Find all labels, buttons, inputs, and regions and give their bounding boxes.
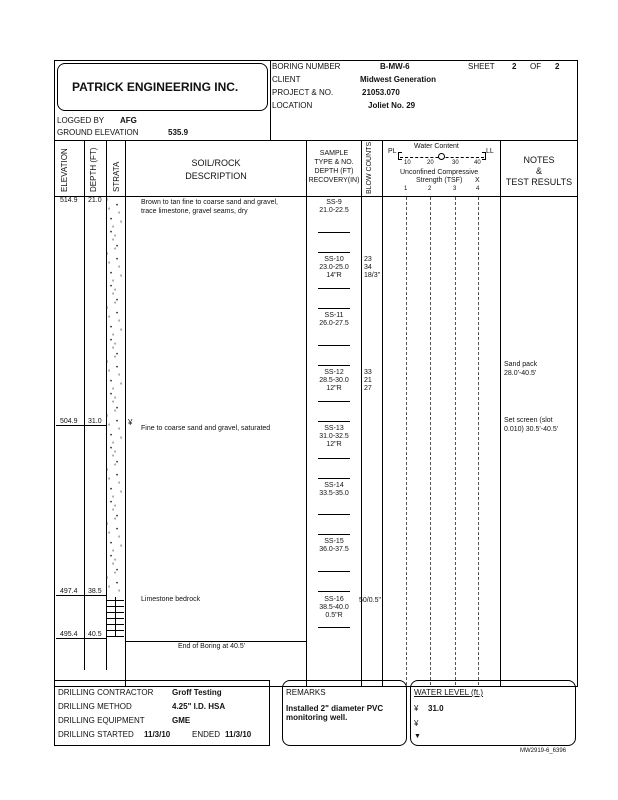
gravel-dot: • [110, 230, 113, 236]
gravel-dot: • [110, 487, 113, 493]
client-value: Midwest Generation [360, 75, 437, 84]
gravel-dot: ° [108, 316, 111, 322]
pl-bracket [398, 152, 402, 160]
gravel-dot: ° [118, 374, 121, 380]
note-screen-2: 0.010) 30.5'-40.5' [504, 426, 559, 433]
col-header-sample-1: SAMPLE [319, 150, 349, 157]
blow-count: 27 [364, 385, 372, 392]
gravel-dot: ° [114, 518, 117, 524]
gravel-dot: ° [120, 221, 123, 227]
gravel-dot: ° [114, 248, 117, 254]
gravel-dot: ° [114, 410, 117, 416]
sample-ss-11 [310, 312, 358, 328]
graph-gridline-2 [430, 197, 431, 685]
gravel-dot: ° [106, 523, 109, 529]
end-of-boring-line [125, 641, 306, 642]
gravel-dot: • [110, 433, 113, 439]
sample-depth: 38.5-40.0 [319, 604, 349, 611]
gravel-dot: • [110, 500, 113, 506]
boring-number: B-MW-6 [380, 62, 410, 71]
layer-boundary [56, 595, 106, 596]
gravel-dot: ° [112, 280, 115, 286]
elevation-value: 504.9 [60, 418, 78, 425]
gravel-dot: ° [120, 545, 123, 551]
ucs-label-2: Strength (TSF) [416, 177, 463, 184]
gravel-dot: • [116, 514, 119, 520]
contractor-label: DRILLING CONTRACTOR [58, 688, 154, 697]
gravel-dot: ° [120, 329, 123, 335]
gravel-dot: ° [106, 469, 109, 475]
water-level-icon: ¥ [128, 418, 133, 427]
header-divider [54, 60, 578, 61]
sample-id: SS-13 [324, 425, 344, 432]
blow-count: 23 [364, 256, 372, 263]
elevation-value: 495.4 [60, 631, 78, 638]
method-value: 4.25" I.D. HSA [172, 702, 226, 711]
project-label: PROJECT & NO. [272, 88, 334, 97]
col-sep-elev [84, 140, 85, 670]
sample-divider [318, 252, 350, 253]
gravel-dot: ° [106, 415, 109, 421]
ll-bracket [482, 152, 486, 160]
ground-elevation-label: GROUND ELEVATION [57, 128, 139, 137]
header-box-divider [270, 60, 271, 140]
remarks-line-1: Installed 2" diameter PVC [286, 704, 384, 713]
gravel-dot: ° [112, 455, 115, 461]
sheet-total: 2 [555, 62, 560, 71]
blow-counts-ss-12 [364, 369, 386, 393]
gravel-dot: • [116, 257, 119, 263]
sample-ss-10 [310, 256, 358, 280]
gravel-dot: • [116, 298, 119, 304]
sample-depth: 26.0-27.5 [319, 320, 349, 327]
gravel-dot: • [110, 554, 113, 560]
gravel-dot: ° [108, 208, 111, 214]
gravel-dot: ° [114, 572, 117, 578]
description-end-of-boring: End of Boring at 40.5' [178, 643, 246, 650]
note-sand-pack-2: 28.0'-40.5' [504, 370, 537, 377]
gravel-dot: ° [118, 320, 121, 326]
contractor-value: Groff Testing [172, 688, 222, 697]
gravel-dot: • [110, 217, 113, 223]
gravel-dot: ° [114, 451, 117, 457]
gravel-dot: • [116, 473, 119, 479]
gravel-dot: ° [112, 226, 115, 232]
gravel-dot: ° [112, 550, 115, 556]
gravel-dot: ° [108, 262, 111, 268]
col-sep-strata [125, 140, 126, 686]
gravel-dot: ° [112, 293, 115, 299]
ground-elevation-value: 535.9 [168, 128, 189, 137]
equipment-value: GME [172, 716, 191, 725]
ucs-tick-3: 3 [453, 186, 457, 192]
gravel-dot: ° [112, 239, 115, 245]
gravel-dot: • [110, 446, 113, 452]
wc-circle-icon [438, 153, 445, 160]
logged-by-value: AFG [120, 116, 137, 125]
remarks-line-2: monitoring well. [286, 713, 348, 722]
graph-gridline-4 [478, 197, 479, 685]
gravel-dot: • [116, 311, 119, 317]
gravel-dot: ° [108, 370, 111, 376]
frame-right [577, 60, 578, 686]
sample-divider [318, 288, 350, 289]
gravel-dot: • [116, 419, 119, 425]
sample-id: SS-15 [324, 538, 344, 545]
gravel-dot: ° [118, 428, 121, 434]
sample-depth: 33.5-35.0 [319, 490, 349, 497]
gravel-dot: ° [114, 397, 117, 403]
gravel-dot: ° [118, 482, 121, 488]
note-sand-pack-1: Sand pack [504, 361, 538, 368]
gravel-dot: ° [112, 401, 115, 407]
gravel-dot: • [110, 379, 113, 385]
sample-depth: 21.0-22.5 [319, 207, 349, 214]
sample-divider [318, 534, 350, 535]
ucs-tick-2: 2 [428, 186, 432, 192]
gravel-dot: • [110, 392, 113, 398]
location-label: LOCATION [272, 101, 313, 110]
gravel-dot: • [116, 460, 119, 466]
gravel-dot: ° [112, 334, 115, 340]
col-sep-desc [306, 140, 307, 686]
gravel-dot: • [110, 338, 113, 344]
gravel-dot: ° [106, 307, 109, 313]
sample-divider [318, 365, 350, 366]
sheet-of: OF [530, 62, 542, 71]
gravel-dot: • [116, 581, 119, 587]
gravel-dot: ° [114, 343, 117, 349]
notes-header-2: & [535, 166, 542, 176]
sample-depth: 23.0-25.0 [319, 264, 349, 271]
water-level-value: 31.0 [428, 704, 444, 713]
gravel-dot: ° [106, 577, 109, 583]
gravel-dot: • [116, 406, 119, 412]
blow-counts-ss-10 [364, 256, 386, 280]
sheet-label: SHEET [468, 62, 495, 71]
sample-divider [318, 232, 350, 233]
notes-header-1: NOTES [523, 155, 555, 165]
gravel-dot: • [110, 541, 113, 547]
description-layer-2: Fine to coarse sand and gravel, saturated [141, 425, 271, 432]
sample-ss-13 [310, 425, 358, 449]
depth-value: 38.5 [88, 588, 102, 595]
strata-limestone-pattern [106, 597, 124, 637]
gravel-dot: ° [106, 199, 109, 205]
description-layer-1-line-2: trace limestone, gravel seams, dry [141, 208, 248, 215]
elevation-value: 497.4 [60, 588, 78, 595]
boring-number-label: BORING NUMBER [272, 62, 341, 71]
sample-recovery: 14"R [326, 272, 342, 279]
description-layer-3: Limestone bedrock [141, 596, 201, 603]
sample-divider [318, 458, 350, 459]
sample-ss-12 [310, 369, 358, 393]
pl-label: PL [388, 148, 397, 155]
sample-ss-16 [310, 596, 358, 620]
gravel-dot: ° [114, 464, 117, 470]
gravel-dot: ° [118, 266, 121, 272]
ucs-x-icon: X [475, 177, 480, 184]
sample-divider [318, 308, 350, 309]
gravel-dot: ° [108, 478, 111, 484]
gravel-dot: ° [112, 442, 115, 448]
col-header-strata: STRATA [112, 161, 121, 192]
sheet-number: 2 [512, 62, 517, 71]
water-level-down-icon: ▼ [414, 733, 421, 740]
water-level-icon: ¥ [414, 704, 419, 713]
notes-header-3: TEST RESULTS [505, 177, 573, 187]
gravel-dot: ° [120, 491, 123, 497]
graph-gridline-3 [455, 197, 456, 685]
sample-id: SS-12 [324, 369, 344, 376]
gravel-dot: ° [112, 496, 115, 502]
gravel-dot: • [116, 527, 119, 533]
gravel-dot: • [116, 244, 119, 250]
wc-tick-20: 20 [427, 160, 434, 166]
water-level-icon: ¥ [414, 719, 419, 728]
gravel-dot: ° [108, 424, 111, 430]
remarks-label: REMARKS [286, 688, 326, 697]
gravel-dot: ° [112, 388, 115, 394]
gravel-dot: ° [120, 437, 123, 443]
sample-id: SS-16 [324, 596, 344, 603]
gravel-dot: ° [120, 275, 123, 281]
sample-id: SS-9 [326, 199, 342, 206]
col-header-desc-1: SOIL/ROCK [191, 158, 241, 168]
col-sep-graph [500, 140, 501, 686]
col-header-depth: DEPTH (FT) [89, 147, 98, 192]
sample-ss-15 [310, 538, 358, 554]
blow-count: 33 [364, 369, 372, 376]
gravel-dot: ° [114, 302, 117, 308]
col-header-sample-2: TYPE & NO. [314, 159, 354, 166]
sample-divider [318, 591, 350, 592]
sample-recovery: 12"R [326, 385, 342, 392]
blow-count: 18/3" [364, 272, 381, 279]
sample-ss-14 [310, 482, 358, 498]
col-sep-blows [382, 140, 383, 686]
gravel-dot: ° [114, 559, 117, 565]
blow-count: 21 [364, 377, 372, 384]
gravel-dot: ° [106, 253, 109, 259]
sample-divider [318, 627, 350, 628]
col-header-elevation: ELEVATION [60, 148, 69, 192]
started-value: 11/3/10 [144, 730, 171, 739]
sample-id: SS-11 [324, 312, 344, 319]
sample-divider [318, 345, 350, 346]
ucs-label-1: Unconfined Compressive [400, 169, 479, 176]
graph-gridline-1 [406, 197, 407, 685]
gravel-dot: • [116, 365, 119, 371]
sample-id: SS-10 [324, 256, 344, 263]
water-level-label: WATER LEVEL (ft.) [414, 688, 484, 697]
col-header-sample-3: DEPTH (FT) [314, 168, 354, 175]
gravel-dot: • [116, 352, 119, 358]
gravel-dot: ° [108, 532, 111, 538]
sample-divider [318, 421, 350, 422]
ended-label: ENDED [192, 730, 221, 739]
depth-value: 21.0 [88, 197, 102, 204]
company-name: PATRICK ENGINEERING INC. [72, 80, 239, 94]
sample-divider [318, 478, 350, 479]
sample-recovery: 12"R [326, 441, 342, 448]
equipment-label: DRILLING EQUIPMENT [58, 716, 145, 725]
col-header-desc-2: DESCRIPTION [185, 171, 247, 181]
gravel-dot: ° [114, 505, 117, 511]
wc-tick-40: 40 [474, 160, 481, 166]
sample-depth: 36.0-37.5 [319, 546, 349, 553]
gravel-dot: ° [114, 356, 117, 362]
description-layer-1-line-1: Brown to tan fine to coarse sand and gravel, [141, 199, 278, 206]
wc-tick-10: 10 [404, 160, 411, 166]
elevation-value: 514.9 [60, 197, 78, 204]
blow-counts-ss-16: 50/0.5" [359, 597, 381, 604]
gravel-dot: ° [120, 383, 123, 389]
location-value: Joliet No. 29 [368, 101, 416, 110]
sample-id: SS-14 [324, 482, 344, 489]
depth-value: 31.0 [88, 418, 102, 425]
gravel-dot: ° [108, 586, 111, 592]
gravel-dot: • [116, 203, 119, 209]
depth-value: 40.5 [88, 631, 102, 638]
gravel-dot: • [116, 568, 119, 574]
gravel-dot: • [110, 271, 113, 277]
sample-divider [318, 514, 350, 515]
project-value: 21053.070 [362, 88, 400, 97]
wc-tick-30: 30 [452, 160, 459, 166]
frame-left [54, 60, 55, 746]
sample-ss-9 [310, 199, 358, 215]
client-label: CLIENT [272, 75, 301, 84]
blow-count: 34 [364, 264, 372, 271]
layer-boundary [56, 425, 106, 426]
gravel-dot: ° [118, 536, 121, 542]
layer-boundary [56, 638, 106, 639]
sample-recovery: 0.5"R [325, 612, 343, 619]
water-content-label: Water Content [414, 143, 459, 150]
gravel-dot: ° [112, 563, 115, 569]
gravel-dot: ° [118, 212, 121, 218]
sample-depth: 28.5-30.0 [319, 377, 349, 384]
gravel-dot: ° [112, 347, 115, 353]
gravel-dot: ° [112, 509, 115, 515]
started-label: DRILLING STARTED [58, 730, 134, 739]
col-header-blows: BLOW COUNTS [366, 141, 373, 194]
sample-divider [318, 401, 350, 402]
sample-divider [318, 571, 350, 572]
gravel-dot: ° [114, 289, 117, 295]
method-label: DRILLING METHOD [58, 702, 132, 711]
strata-gravel-pattern [106, 197, 124, 595]
ll-label: LL [486, 148, 494, 155]
note-screen-1: Set screen (slot [504, 417, 553, 424]
gravel-dot: • [110, 284, 113, 290]
gravel-dot: ° [114, 235, 117, 241]
logged-by-label: LOGGED BY [57, 116, 105, 125]
gravel-dot: ° [118, 590, 121, 596]
gravel-dot: ° [106, 361, 109, 367]
document-id: MW2919-6_6396 [520, 748, 567, 754]
ucs-tick-1: 1 [404, 186, 408, 192]
sample-depth: 31.0-32.5 [319, 433, 349, 440]
ended-value: 11/3/10 [225, 730, 252, 739]
col-header-sample-4: RECOVERY(IN) [308, 177, 360, 184]
gravel-dot: • [110, 325, 113, 331]
ucs-tick-4: 4 [476, 186, 480, 192]
